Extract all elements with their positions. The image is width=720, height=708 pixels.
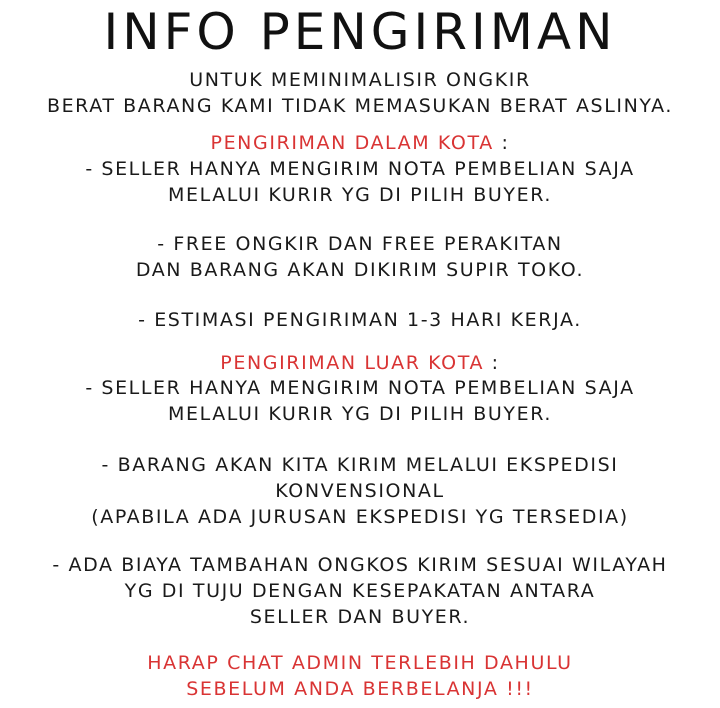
dalam-kota-item-2-line-2: DAN BARANG AKAN DIKIRIM SUPIR TOKO. — [135, 259, 585, 281]
intro-line-1: UNTUK MEMINIMALISIR ONGKIR — [189, 69, 531, 91]
page-title: INFO PENGIRIMAN — [103, 3, 617, 61]
luar-kota-item-2-line-3: (APABILA ADA JURUSAN EKSPEDISI YG TERSEDIA) — [91, 506, 629, 528]
luar-kota-item-1-line-1: - SELLER HANYA MENGIRIM NOTA PEMBELIAN SAJA — [85, 377, 635, 399]
luar-kota-item-3-line-2: YG DI TUJU DENGAN KESEPAKATAN ANTARA — [124, 580, 596, 602]
luar-kota-heading: PENGIRIMAN LUAR KOTA — [220, 352, 485, 374]
dalam-kota-item-1-line-2: MELALUI KURIR YG DI PILIH BUYER. — [167, 184, 553, 206]
closing-line-1: HARAP CHAT ADMIN TERLEBIH DAHULU — [147, 652, 573, 674]
dalam-kota-heading-row — [0, 131, 720, 155]
dalam-kota-item-2-line-1: - FREE ONGKIR DAN FREE PERAKITAN — [157, 233, 563, 255]
luar-kota-heading-row — [0, 351, 720, 375]
dalam-kota-item-1-line-1: - SELLER HANYA MENGIRIM NOTA PEMBELIAN SAJA — [85, 158, 635, 180]
luar-kota-item-1-line-2: MELALUI KURIR YG DI PILIH BUYER. — [167, 403, 553, 425]
dalam-kota-heading-colon: : — [493, 132, 510, 154]
luar-kota-item-2-line-1: - BARANG AKAN KITA KIRIM MELALUI EKSPEDISI — [101, 454, 619, 476]
intro-line-2: BERAT BARANG KAMI TIDAK MEMASUKAN BERAT ASLINYA. — [46, 95, 674, 117]
luar-kota-heading-colon: : — [484, 352, 500, 374]
luar-kota-item-2-line-2: KONVENSIONAL — [275, 480, 445, 502]
closing-line-2: SEBELUM ANDA BERBELANJA !!! — [186, 678, 534, 700]
dalam-kota-item-3: - ESTIMASI PENGIRIMAN 1-3 HARI KERJA. — [138, 309, 582, 331]
dalam-kota-heading: PENGIRIMAN DALAM KOTA — [210, 132, 494, 154]
luar-kota-item-3-line-3: SELLER DAN BUYER. — [249, 606, 471, 628]
luar-kota-item-3-line-1: - ADA BIAYA TAMBAHAN ONGKOS KIRIM SESUAI WILAYAH — [52, 554, 668, 576]
